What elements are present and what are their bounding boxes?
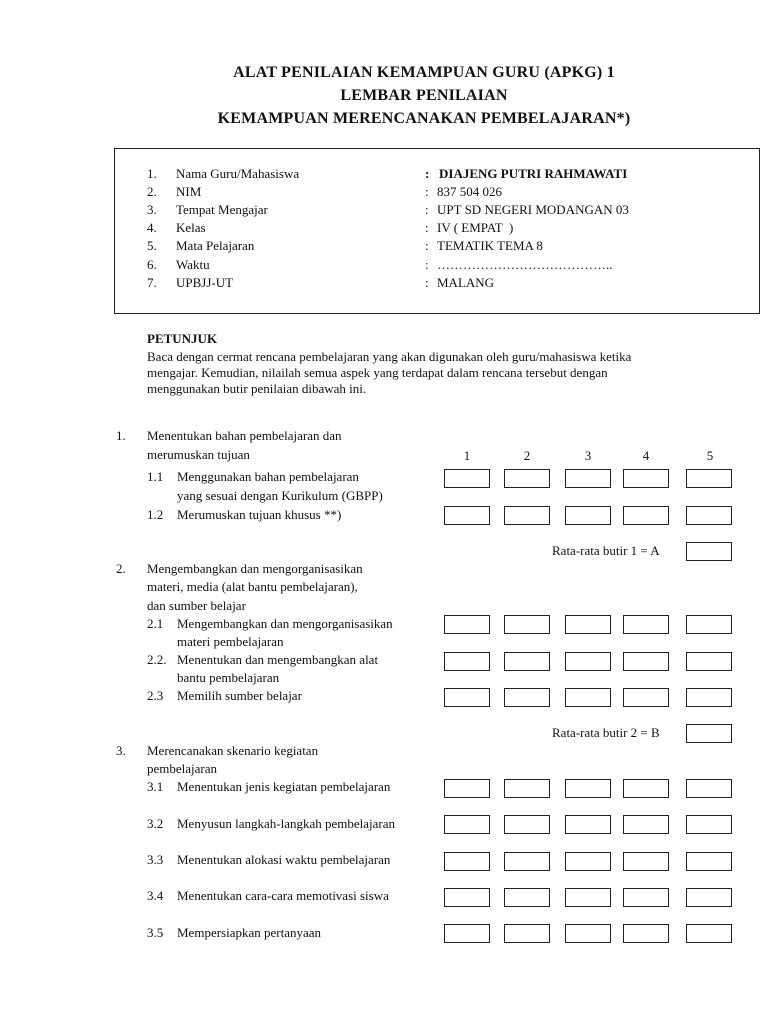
section-number: 3.: [116, 743, 126, 758]
score-box-1[interactable]: [444, 779, 490, 798]
info-value-waktu: …………………………………..: [437, 257, 613, 272]
section-number: 2.: [116, 561, 126, 576]
section-title: Menentukan bahan pembelajaran dan: [147, 428, 342, 443]
average-box-b[interactable]: [686, 724, 732, 743]
score-box-3[interactable]: [565, 888, 611, 907]
item-number: 2.3: [147, 688, 164, 703]
section-number: 1.: [116, 428, 126, 443]
item-text: materi pembelajaran: [177, 634, 284, 649]
score-box-2[interactable]: [504, 779, 550, 798]
score-box-1[interactable]: [444, 888, 490, 907]
form-title-line2: LEMBAR PENILAIAN: [340, 87, 508, 104]
item-text: Merumuskan tujuan khusus **): [177, 507, 342, 522]
score-box-2[interactable]: [504, 815, 550, 834]
info-label-nim: NIM: [176, 184, 202, 199]
score-box-2[interactable]: [504, 852, 550, 871]
info-value-mapel: TEMATIK TEMA 8: [437, 238, 543, 253]
info-value-kelas: IV ( EMPAT ): [437, 220, 514, 235]
average-label-a: Rata-rata butir 1 = A: [552, 543, 660, 558]
score-box-4[interactable]: [623, 469, 669, 488]
item-text: yang sesuai dengan Kurikulum (GBPP): [177, 488, 383, 503]
item-number: 3.1: [147, 779, 164, 794]
score-box-3[interactable]: [565, 779, 611, 798]
info-sep: :: [425, 275, 429, 290]
score-box-5[interactable]: [686, 852, 732, 871]
average-label-b: Rata-rata butir 2 = B: [552, 725, 660, 740]
info-num: 5.: [147, 238, 157, 253]
score-box-2[interactable]: [504, 469, 550, 488]
score-box-5[interactable]: [686, 924, 732, 943]
score-box-2[interactable]: [504, 615, 550, 634]
info-num: 3.: [147, 202, 157, 217]
info-value-tempat: UPT SD NEGERI MODANGAN 03: [437, 202, 629, 217]
score-box-3[interactable]: [565, 924, 611, 943]
info-value-upbjj: MALANG: [437, 275, 495, 290]
item-text: bantu pembelajaran: [177, 670, 280, 685]
info-label-mapel: Mata Pelajaran: [176, 238, 255, 253]
item-text: Menentukan jenis kegiatan pembelajaran: [177, 779, 391, 794]
scale-label: 5: [706, 448, 714, 463]
section-title: Mengembangkan dan mengorganisasikan: [147, 561, 363, 576]
item-number: 1.1: [147, 469, 164, 484]
score-box-4[interactable]: [623, 779, 669, 798]
score-box-1[interactable]: [444, 469, 490, 488]
score-box-3[interactable]: [565, 615, 611, 634]
score-box-1[interactable]: [444, 815, 490, 834]
item-number: 3.4: [147, 888, 164, 903]
item-number: 2.2.: [147, 652, 167, 667]
form-title-line3: KEMAMPUAN MERENCANAKAN PEMBELAJARAN*): [217, 110, 631, 127]
item-text: Menentukan alokasi waktu pembelajaran: [177, 852, 391, 867]
info-sep: :: [425, 220, 429, 235]
score-box-4[interactable]: [623, 652, 669, 671]
info-value-nim: 837 504 026: [437, 184, 502, 199]
info-num: 1.: [147, 166, 157, 181]
section-title: merumuskan tujuan: [147, 447, 250, 462]
scale-label: 2: [523, 448, 531, 463]
score-box-1[interactable]: [444, 615, 490, 634]
score-box-4[interactable]: [623, 688, 669, 707]
item-text: Mempersiapkan pertanyaan: [177, 925, 322, 940]
score-box-3[interactable]: [565, 852, 611, 871]
item-text: Mengembangkan dan mengorganisasikan: [177, 616, 393, 631]
score-box-4[interactable]: [623, 815, 669, 834]
score-box-1[interactable]: [444, 652, 490, 671]
score-box-5[interactable]: [686, 615, 732, 634]
info-sep: :: [425, 257, 429, 272]
score-box-3[interactable]: [565, 652, 611, 671]
info-sep: :: [425, 184, 429, 199]
info-label-kelas: Kelas: [176, 220, 206, 235]
form-title-line1: ALAT PENILAIAN KEMAMPUAN GURU (APKG) 1: [233, 64, 615, 81]
scale-label: 1: [463, 448, 471, 463]
info-sep: :: [425, 238, 429, 253]
item-number: 3.3: [147, 852, 164, 867]
instructions-heading: PETUNJUK: [147, 331, 218, 346]
info-label-waktu: Waktu: [176, 257, 210, 272]
item-number: 3.2: [147, 816, 164, 831]
score-box-3[interactable]: [565, 506, 611, 525]
info-num: 2.: [147, 184, 157, 199]
score-box-3[interactable]: [565, 815, 611, 834]
item-text: Menggunakan bahan pembelajaran: [177, 469, 359, 484]
info-sep: :: [425, 166, 430, 181]
score-box-4[interactable]: [623, 852, 669, 871]
info-label-upbjj: UPBJJ-UT: [176, 275, 234, 290]
info-value-nama: DIAJENG PUTRI RAHMAWATI: [439, 166, 628, 181]
section-title: Merencanakan skenario kegiatan: [147, 743, 319, 758]
instructions-line3: menggunakan butir penilaian dibawah ini.: [147, 381, 367, 396]
score-box-1[interactable]: [444, 506, 490, 525]
item-number: 2.1: [147, 616, 164, 631]
item-text: Menyusun langkah-langkah pembelajaran: [177, 816, 396, 831]
item-text: Menentukan cara-cara memotivasi siswa: [177, 888, 389, 903]
score-box-2[interactable]: [504, 506, 550, 525]
scale-label: 3: [584, 448, 592, 463]
score-box-5[interactable]: [686, 688, 732, 707]
score-box-4[interactable]: [623, 615, 669, 634]
score-box-5[interactable]: [686, 652, 732, 671]
info-label-nama: Nama Guru/Mahasiswa: [176, 166, 300, 181]
section-title: pembelajaran: [147, 761, 218, 776]
info-num: 6.: [147, 257, 157, 272]
score-box-5[interactable]: [686, 506, 732, 525]
score-box-4[interactable]: [623, 924, 669, 943]
info-label-tempat: Tempat Mengajar: [176, 202, 268, 217]
score-box-2[interactable]: [504, 652, 550, 671]
instructions-line1: Baca dengan cermat rencana pembelajaran yang akan digunakan oleh guru/mahasiswa ketika: [147, 349, 632, 364]
score-box-5[interactable]: [686, 815, 732, 834]
score-box-5[interactable]: [686, 888, 732, 907]
section-title: materi, media (alat bantu pembelajaran),: [147, 579, 358, 594]
instructions-line2: mengajar. Kemudian, nilailah semua aspek yang terdapat dalam rencana tersebut dengan: [147, 365, 608, 380]
item-number: 1.2: [147, 507, 164, 522]
item-number: 3.5: [147, 925, 164, 940]
section-title: dan sumber belajar: [147, 598, 246, 613]
score-box-2[interactable]: [504, 924, 550, 943]
score-box-1[interactable]: [444, 852, 490, 871]
scale-label: 4: [642, 448, 650, 463]
info-sep: :: [425, 202, 429, 217]
score-box-5[interactable]: [686, 469, 732, 488]
score-box-4[interactable]: [623, 506, 669, 525]
info-num: 7.: [147, 275, 157, 290]
score-box-1[interactable]: [444, 924, 490, 943]
score-box-4[interactable]: [623, 888, 669, 907]
average-box-a[interactable]: [686, 542, 732, 561]
score-box-3[interactable]: [565, 469, 611, 488]
info-num: 4.: [147, 220, 157, 235]
item-text: Menentukan dan mengembangkan alat: [177, 652, 379, 667]
score-box-2[interactable]: [504, 688, 550, 707]
score-box-5[interactable]: [686, 779, 732, 798]
score-box-1[interactable]: [444, 688, 490, 707]
score-box-3[interactable]: [565, 688, 611, 707]
score-box-2[interactable]: [504, 888, 550, 907]
item-text: Memilih sumber belajar: [177, 688, 302, 703]
